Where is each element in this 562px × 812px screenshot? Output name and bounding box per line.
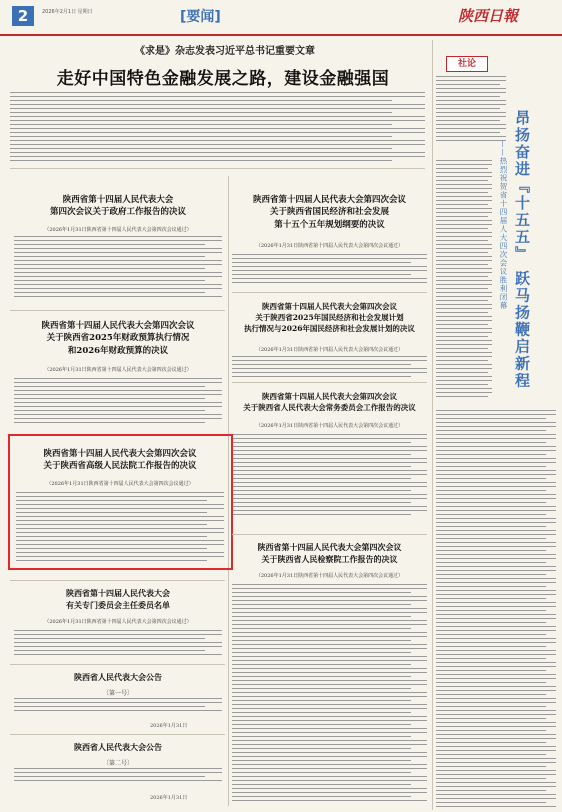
- plan15-title: 陕西省第十四届人民代表大会第四次会议 关于陕西省国民经济和社会发展 第十五个五年规划纲要的决议: [252, 195, 406, 230]
- divider: [10, 310, 225, 311]
- commentary-body-upper: [436, 160, 492, 400]
- divider: [10, 168, 425, 169]
- econ-plan-title: 陕西省第十四届人民代表大会第四次会议 关于陕西省2025年国民经济和社会发展计划 执行情况与2026年国民经济和社会发展计划的决议: [244, 302, 415, 333]
- divider: [232, 382, 427, 383]
- standing-body: [232, 434, 427, 518]
- divider: [10, 580, 225, 581]
- commentary-title: 昂扬奋进『十五五』 跃马扬鞭启新程: [513, 110, 531, 390]
- notice1-number: 〔第一号〕: [102, 690, 133, 697]
- procuratorate-body: [232, 584, 427, 804]
- committee-title: 陕西省第十四届人民代表大会 有关专门委员会主任委员名单: [66, 588, 170, 610]
- budget-body: [14, 378, 222, 426]
- plan15-sub: （2026年1月31日陕西省第十四届人民代表大会第四次会议通过）: [255, 243, 404, 249]
- budget-sub: （2026年1月31日陕西省第十四届人民代表大会第四次会议通过）: [44, 367, 192, 373]
- notice2-number: 〔第二号〕: [102, 760, 133, 767]
- notice2-date: 2026年1月31日: [150, 795, 188, 801]
- court-sub: （2026年1月31日陕西省第十四届人民代表大会第四次会议通过）: [46, 481, 194, 487]
- page-number: 2: [12, 6, 34, 26]
- notice2-body: [14, 768, 222, 784]
- notice1-date: 2026年1月31日: [150, 723, 188, 729]
- procuratorate-sub: （2026年1月31日陕西省第十四届人民代表大会第四次会议通过）: [255, 573, 404, 579]
- commentary-subtitle: ——热烈祝贺省十四届人大四次会议胜利闭幕: [499, 140, 508, 310]
- section-label: [要闻]: [180, 9, 221, 25]
- court-body: [16, 492, 224, 564]
- procuratorate-title: 陕西省第十四届人民代表大会第四次会议 关于陕西省人民检察院工作报告的决议: [257, 542, 402, 564]
- commentary-intro: [436, 76, 506, 144]
- econ-plan-sub: （2026年1月31日陕西省第十四届人民代表大会第四次会议通过）: [255, 347, 404, 353]
- gov-report-title: 陕西省第十四届人民代表大会 第四次会议关于政府工作报告的决议: [49, 195, 186, 218]
- econ-plan-body: [232, 356, 427, 380]
- notice1-title: 陕西省人民代表大会公告: [74, 672, 162, 682]
- committee-body: [14, 630, 222, 658]
- divider: [232, 534, 427, 535]
- lead-body-text: [10, 92, 425, 164]
- committee-sub: （2026年1月31日陕西省第十四届人民代表大会第四次会议通过）: [44, 619, 192, 625]
- standing-sub: （2026年1月31日陕西省第十四届人民代表大会第四次会议通过）: [255, 423, 404, 429]
- paper-logo: 陕西日報: [458, 7, 519, 25]
- commentary-body-lower: [436, 410, 556, 810]
- notice2-title: 陕西省人民代表大会公告: [74, 742, 162, 752]
- divider: [10, 664, 225, 665]
- page-header: [0, 0, 562, 36]
- gov-report-body: [14, 236, 222, 300]
- budget-title: 陕西省第十四届人民代表大会第四次会议 关于陕西省2025年财政预算执行情况 和2026年财政预算的决议: [41, 321, 195, 356]
- divider: [10, 734, 225, 735]
- lead-headline: 走好中国特色金融发展之路，建设金融强国: [56, 69, 390, 89]
- plan15-body: [232, 254, 427, 286]
- standing-title: 陕西省第十四届人民代表大会第四次会议 关于陕西省人民代表大会常务委员会工作报告的决议: [243, 392, 416, 412]
- commentary-tag: 社论: [446, 56, 488, 72]
- notice1-body: [14, 698, 222, 714]
- lead-kicker: 《求是》杂志发表习近平总书记重要文章: [135, 46, 315, 57]
- gov-report-sub: （2026年1月31日陕西省第十四届人民代表大会第四次会议通过）: [44, 227, 192, 233]
- commentary-divider: [432, 40, 433, 810]
- date-line: 2026年2月1日 星期日: [42, 9, 93, 15]
- court-title: 陕西省第十四届人民代表大会第四次会议 关于陕西省高级人民法院工作报告的决议: [43, 449, 197, 472]
- divider: [232, 292, 427, 293]
